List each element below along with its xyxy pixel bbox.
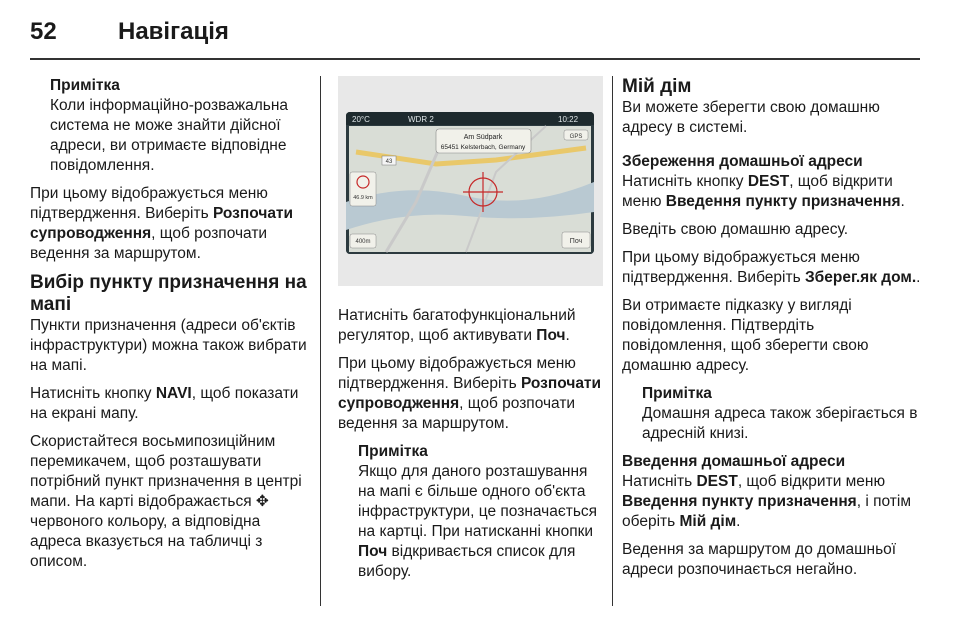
svg-text:43: 43: [385, 159, 393, 165]
column-3: [622, 76, 922, 588]
section-heading: Мій дім: [622, 76, 692, 97]
screen-figure: [338, 76, 603, 286]
paragraph: Натисніть кнопку DEST, щоб відкрити меню Введення пункту призначення.: [622, 173, 905, 210]
temp-text: 20°C: [352, 115, 370, 124]
paragraph: Ви отримаєте підказку у вигляді повідомлення. Підтвердіть повідомлення, щоб зберегти свою домашню адресу.: [622, 297, 869, 374]
paragraph: Скористайтеся восьмипозиційним перемикачем, щоб розташувати потрібний пункт призначення в центрі мапи. На карті відображається ✥ червоного кольору, а відповідна адреса вказується на табличці з описом.: [30, 433, 302, 570]
page-number: 52: [30, 18, 57, 45]
column-2: [338, 76, 603, 590]
note-block: [338, 442, 603, 582]
note-title: Примітка: [50, 77, 120, 94]
svg-text:400m: 400m: [355, 239, 371, 245]
paragraph: Натисніть кнопку NAVI, щоб показати на екрані мапу.: [30, 385, 299, 422]
paragraph: Введіть свою домашню адресу.: [622, 221, 849, 238]
note-text: Домашня адреса також зберігається в адресній книзі.: [642, 405, 918, 442]
time-text: 10:22: [558, 115, 579, 124]
paragraph: Ви можете зберегти свою домашню адресу в системі.: [622, 99, 880, 136]
header-divider: [30, 58, 920, 60]
paragraph: Натисніть DEST, щоб відкрити меню Введення пункту призначення, і потім оберіть Мій дім.: [622, 473, 911, 530]
svg-text:46.9 km: 46.9 km: [353, 195, 373, 201]
paragraph: Натисніть багатофункціональний регулятор, щоб активувати Поч.: [338, 307, 576, 344]
radio-text: WDR 2: [408, 115, 434, 124]
column-1: [30, 76, 310, 580]
note-block: [30, 76, 310, 176]
paragraph: Ведення за маршрутом до домашньої адреси розпочинається негайно.: [622, 541, 897, 578]
note-block: [622, 384, 922, 444]
subheading: Збереження домашньої адреси: [622, 153, 863, 170]
paragraph: При цьому відображується меню підтвердження. Виберіть Розпочати супроводження, щоб розпочати ведення за маршрутом.: [30, 185, 294, 262]
column-divider: [612, 76, 613, 606]
note-text: Коли інформаційно-розважальна система не може знайти дійсної адреси, ви отримаєте відповідне повідомлення.: [50, 97, 289, 174]
navigation-screen: [346, 112, 594, 254]
note-title: Примітка: [358, 443, 428, 460]
section-heading: Вибір пункту призначення на мапі: [30, 272, 307, 315]
page-title: Навігація: [118, 18, 229, 45]
svg-text:Am Südpark: Am Südpark: [463, 134, 503, 141]
svg-text:Поч: Поч: [569, 238, 583, 245]
paragraph: Пункти призначення (адреси об'єктів інфраструктури) можна також вибрати на мапі.: [30, 317, 307, 374]
note-text: Якщо для даного розташування на мапі є більше одного об'єкта інфраструктури, це позначається на картці. При натисканні кнопки Поч відкривається список для вибору.: [358, 463, 598, 580]
note-title: Примітка: [642, 385, 712, 402]
gps-label: GPS: [569, 134, 583, 140]
column-divider: [320, 76, 321, 606]
paragraph: При цьому відображується меню підтвердження. Виберіть Зберег.як дом..: [622, 249, 921, 286]
svg-text:65451 Kelsterbach, Germany: 65451 Kelsterbach, Germany: [440, 144, 526, 151]
paragraph: При цьому відображується меню підтвердження. Виберіть Розпочати супроводження, щоб розпочати ведення за маршрутом.: [338, 355, 602, 432]
page-header: [0, 0, 960, 62]
subheading: Введення домашньої адреси: [622, 453, 846, 470]
